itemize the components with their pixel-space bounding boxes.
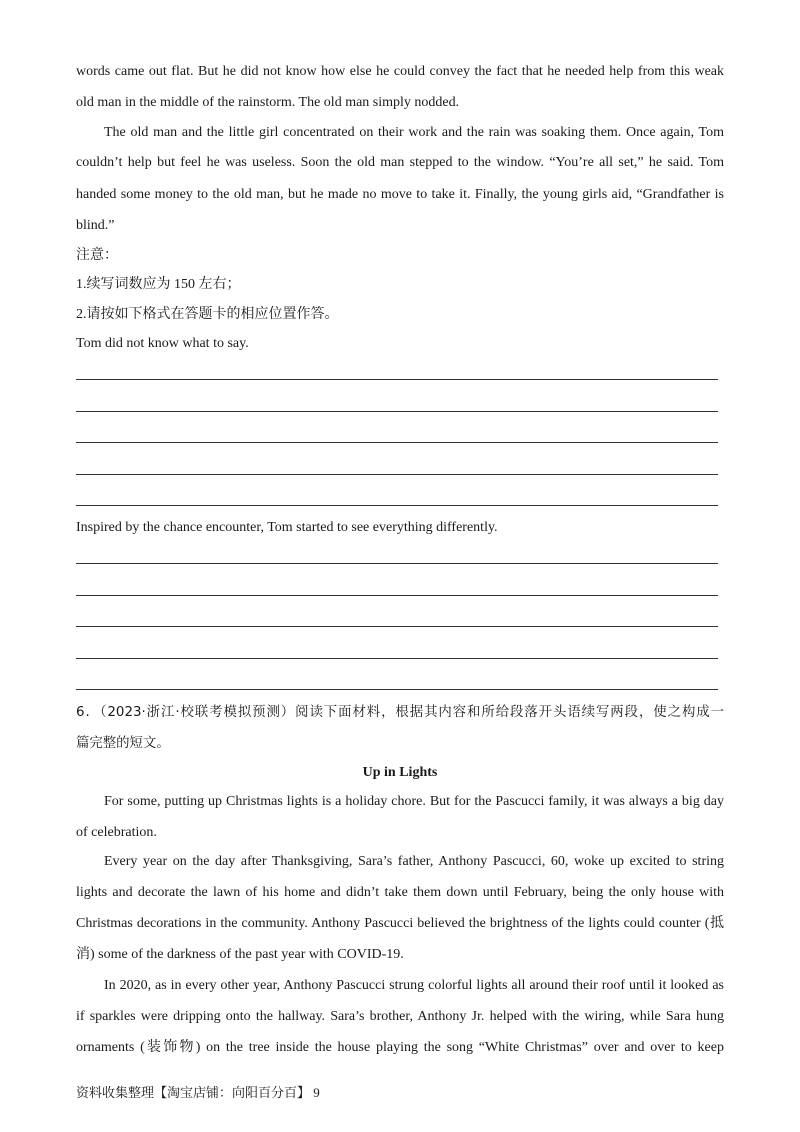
answer-line <box>76 626 718 627</box>
story-line: lights and decorate the lawn of his home and didn’t take them down until February, being the only house with <box>76 885 724 900</box>
story-line: Every year on the day after Thanksgiving, Sara’s father, Anthony Pascucci, 60, woke up excited to string <box>104 854 724 869</box>
answer-line <box>76 474 718 475</box>
passage-line: old man in the middle of the rainstorm. The old man simply nodded. <box>76 95 460 110</box>
question-instruction: 6．（2023·浙江·校联考模拟预测）阅读下面材料，根据其内容和所给段落开头语续写两段，使之构成一 <box>76 705 724 720</box>
story-title: Up in Lights <box>362 765 438 780</box>
continuation-prompt-1: Tom did not know what to say. <box>76 336 249 351</box>
passage-line: blind.” <box>76 218 115 233</box>
answer-line <box>76 595 718 596</box>
passage-line: handed some money to the old man, but he made no move to take it. Finally, the young girls aid, “Grandfather is <box>76 187 724 202</box>
answer-line <box>76 411 718 412</box>
answer-line <box>76 658 718 659</box>
answer-line <box>76 563 718 564</box>
story-line: Christmas decorations in the community. Anthony Pascucci believed the brightness of the lights could counter (抵 <box>76 916 724 931</box>
story-line: 消) some of the darkness of the past year with COVID-19. <box>76 947 404 962</box>
passage-line: The old man and the little girl concentrated on their work and the rain was soaking them. Once again, Tom <box>104 125 724 140</box>
answer-line <box>76 505 718 506</box>
continuation-prompt-2: Inspired by the chance encounter, Tom started to see everything differently. <box>76 520 498 535</box>
answer-line <box>76 442 718 443</box>
passage-line: words came out flat. But he did not know how else he could convey the fact that he needed help from this weak <box>76 64 724 79</box>
story-line: For some, putting up Christmas lights is a holiday chore. But for the Pascucci family, it was always a big day <box>104 794 724 809</box>
passage-line: couldn’t help but feel he was useless. Soon the old man stepped to the window. “You’re all set,” he said. Tom <box>76 155 724 170</box>
story-line: of celebration. <box>76 825 157 840</box>
story-line: ornaments (装饰物) on the tree inside the house playing the song “White Christmas” over and over to keep <box>76 1040 724 1055</box>
story-line: if sparkles were dripping onto the hallway. Sara’s brother, Anthony Jr. helped with the wiring, while Sara hung <box>76 1009 724 1024</box>
answer-line <box>76 689 718 690</box>
answer-line <box>76 379 718 380</box>
story-line: In 2020, as in every other year, Anthony Pascucci strung colorful lights all around their roof until it looked as <box>104 978 724 993</box>
notes-item: 2.请按如下格式在答题卡的相应位置作答。 <box>76 307 339 322</box>
question-instruction: 篇完整的短文。 <box>76 736 170 751</box>
notes-heading: 注意： <box>76 248 118 263</box>
notes-item: 1.续写词数应为 150 左右； <box>76 277 241 292</box>
page-footer: 资料收集整理【淘宝店铺：向阳百分百】 9 <box>76 1085 320 1100</box>
